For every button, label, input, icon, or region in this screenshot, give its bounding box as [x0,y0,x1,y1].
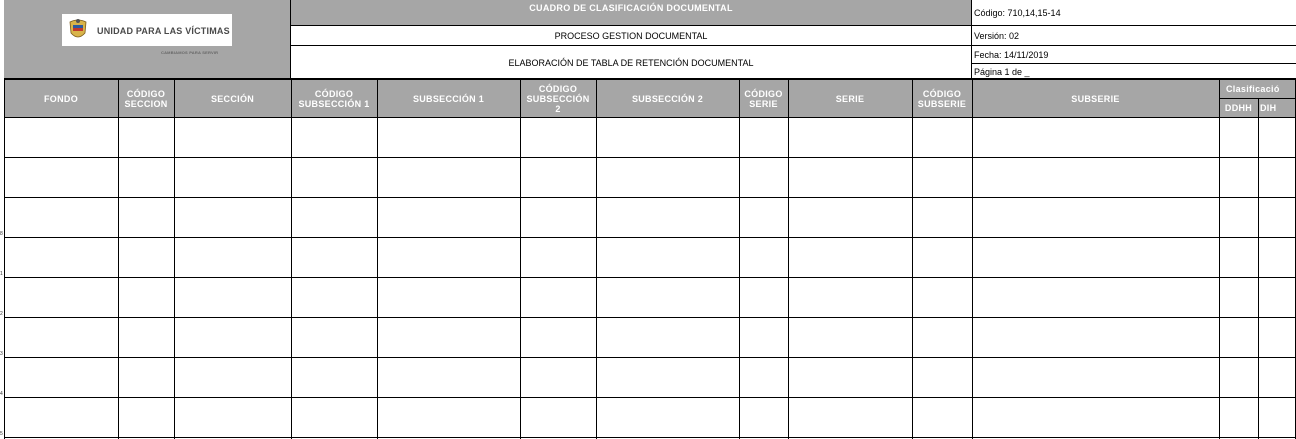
col-codigo-serie: CÓDIGO SERIE [744,88,783,109]
codigo-value: Código: 710,14,15-14 [974,7,1061,18]
pagina-value: Página 1 de _ [974,66,1030,77]
logo-text: UNIDAD PARA LAS VÍCTIMAS [97,26,230,36]
coat-of-arms-icon [67,17,89,43]
col-seccion: SECCIÓN [210,93,255,104]
codigo-cell [971,0,1296,26]
logo [62,14,232,46]
table-row[interactable] [4,118,1296,157]
col-subseccion-2: SUBSECCIÓN 2 [631,93,704,104]
col-ddhh: DDHH [1224,103,1253,113]
col-subseccion-1: SUBSECCIÓN 1 [412,93,485,104]
col-codigo-seccion: CÓDIGO SECCION [124,88,168,109]
grid-hline [4,437,1296,438]
version-cell [971,26,1296,46]
col-codigo-subseccion-2: CÓDIGO SUBSECCIÓN 2 [526,83,590,114]
process-cell [291,26,971,46]
process-name: PROCESO GESTION DOCUMENTAL [554,30,708,41]
fecha-value: Fecha: 14/11/2019 [974,49,1049,60]
table-row[interactable] [4,238,1296,277]
fecha-cell [971,46,1296,64]
pagina-cell [971,64,1296,79]
subprocess-name: ELABORACIÓN DE TABLA DE RETENCIÓN DOCUMENTAL [508,57,754,68]
table-row[interactable] [4,398,1296,437]
row-marker: 8 [0,231,3,237]
table-row[interactable] [4,278,1296,317]
document-title: CUADRO DE CLASIFICACIÓN DOCUMENTAL [529,3,733,13]
col-fondo: FONDO [44,93,78,104]
row-marker: 1 [0,271,3,277]
row-marker: 4 [0,391,3,397]
document-title-bar [291,0,971,26]
row-marker: 3 [0,351,3,357]
col-subserie: SUBSERIE [1071,93,1120,104]
row-marker: 5 [0,431,3,437]
col-dih: DIH [1260,103,1277,113]
table-row[interactable] [4,358,1296,397]
table-row[interactable] [4,198,1296,237]
col-codigo-subseccion-1: CÓDIGO SUBSECCIÓN 1 [298,88,370,109]
col-clasificacion: Clasificació [1226,84,1280,94]
version-value: Versión: 02 [974,30,1020,41]
col-serie: SERIE [835,93,865,104]
col-codigo-subserie: CÓDIGO SUBSERIE [917,88,967,109]
subprocess-cell [291,46,971,79]
logo-subtext: CAMBIAMOS PARA SERVIR [161,50,219,55]
row-marker: 2 [0,311,3,317]
table-row[interactable] [4,318,1296,357]
table-row[interactable] [4,158,1296,197]
